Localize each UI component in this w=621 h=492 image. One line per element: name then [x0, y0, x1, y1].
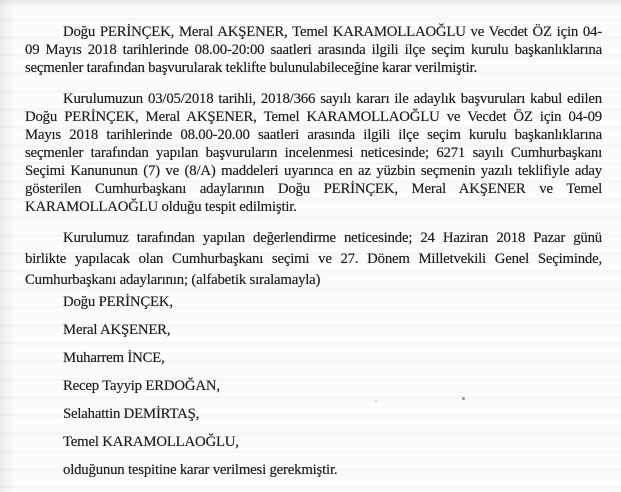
paragraph-1 — [25, 23, 602, 77]
document-content — [25, 0, 602, 479]
paragraph-line: birlikte yapılacak olan Cumhurbaşkanı seçimi ve 27. Dönem Milletvekili Genel Seçiminde, — [25, 251, 602, 267]
paragraph-line: Kurulumuzun 03/05/2018 tarihli, 2018/366 sayılı kararı ile adaylık başvuruları kabul edilen — [63, 91, 602, 107]
paragraph-3 — [25, 228, 602, 291]
paragraph-line: gösterilen Cumhurbaşkanı adaylarının Doğu PERİNÇEK, Meral AKŞENER ve Temel — [25, 181, 602, 197]
candidate-name: Temel KARAMOLLAOĞLU, — [63, 434, 239, 450]
paragraph-line: KARAMOLLAOĞLU olduğu tespit edilmiştir. — [25, 199, 297, 215]
paragraph-line: Doğu PERİNÇEK, Meral AKŞENER, Temel KARAMOLLAOĞLU ve Vecdet ÖZ için 04- — [63, 24, 602, 40]
candidate-name: Doğu PERİNÇEK, — [63, 294, 173, 310]
paragraph-line: 09 Mayıs 2018 tarihlerinde 08.00-20:00 saatleri arasında ilgili ilçe seçim kurulu başkanlıklarına — [25, 42, 602, 58]
paragraph-line: seçmenler tarafından başvurularak teklifte bulunulabileceğine karar verilmiştir. — [25, 60, 477, 76]
candidate-name: Meral AKŞENER, — [63, 322, 171, 338]
paragraph-line: Mayıs 2018 tarihlerinde 08.00-20.00 saatleri arasında ilgili ilçe seçim kurulu başkanlıklarına — [25, 127, 602, 143]
paragraph-line: Seçimi Kanununun (7) ve (8/A) maddeleri uyarınca en az yüzbin seçmenin yazılı teklifiyle aday — [25, 163, 602, 179]
candidate-name: Muharrem İNCE, — [63, 350, 165, 366]
paragraph-2 — [25, 90, 602, 216]
candidate-name: Selahattin DEMİRTAŞ, — [63, 406, 200, 422]
candidate-name: Recep Tayyip ERDOĞAN, — [63, 378, 220, 394]
scan-speck — [462, 397, 465, 400]
paragraph-line: Cumhurbaşkanı adaylarının; (alfabetik sıralamayla) — [25, 272, 321, 288]
scan-speck — [375, 400, 377, 402]
closing-line: olduğunun tespitine karar verilmesi gerekmiştir. — [63, 462, 338, 478]
paragraph-line: seçmenler tarafından yapılan başvuruların incelenmesi neticesinde; 6271 sayılı Cumhurbaşkanı — [25, 145, 602, 161]
paragraph-line: Kurulumuz tarafından yapılan değerlendirme neticesinde; 24 Haziran 2018 Pazar günü — [63, 230, 602, 246]
paragraph-line: Doğu PERİNÇEK, Meral AKŞENER, Temel KARAMOLLAOĞLU ve Vecdet ÖZ için 04-09 — [25, 109, 602, 125]
